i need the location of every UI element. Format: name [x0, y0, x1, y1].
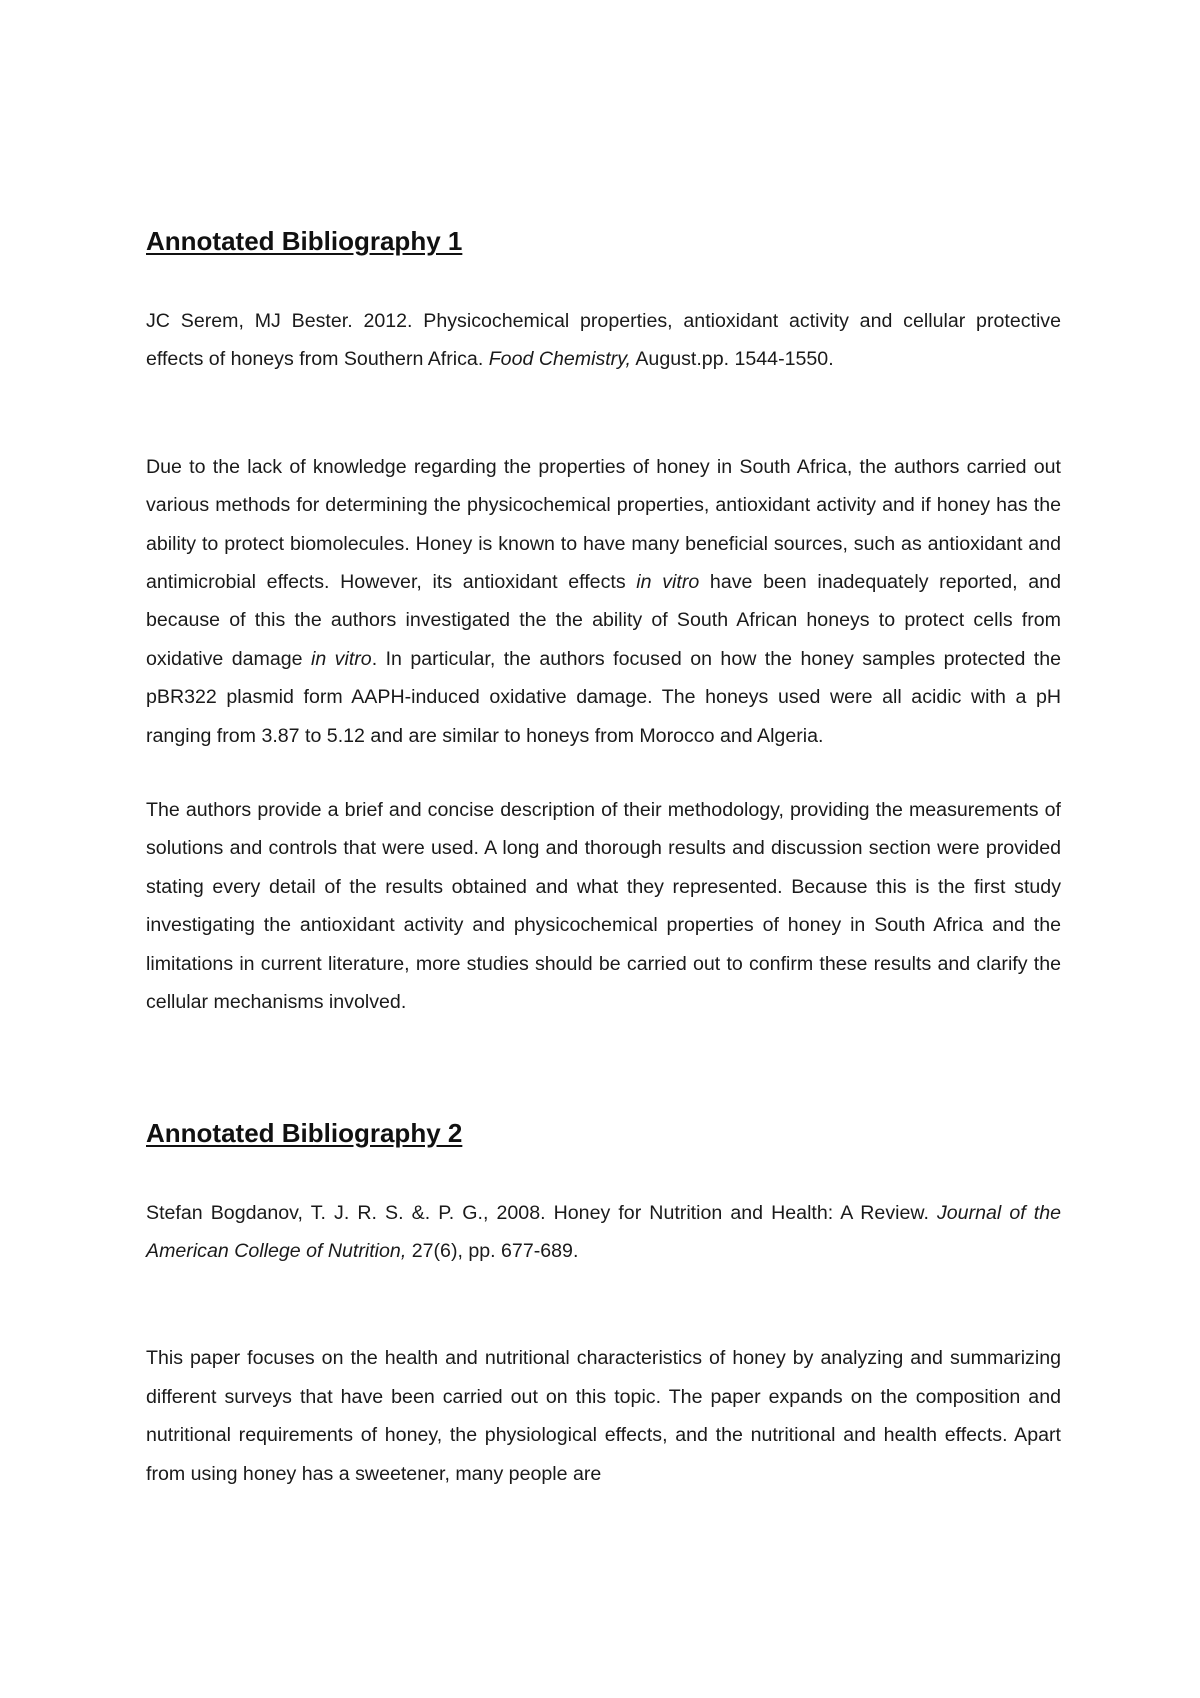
citation-1 — [146, 302, 1061, 379]
annotation-2-paragraph-1: This paper focuses on the health and nutritional characteristics of honey by analyzing and summarizing different surveys that have been carried out on this topic. The paper expands on the composition and nutritional requirements of honey, the physiological effects, and the nutritional and health effects. Apart from using honey has a sweetener, many people are — [146, 1347, 1061, 1485]
citation-2-journal: Journal of the American College of Nutrition, — [146, 1201, 1061, 1262]
paragraph-text: have been inadequately reported, and because of this the authors investigated the the ability of South African honeys to protect cells from oxidative damage — [146, 571, 1061, 670]
paragraph-italic: in vitro — [636, 571, 700, 594]
paragraph-text: Due to the lack of knowledge regarding the properties of honey in South Africa, the authors carried out various methods for determining the physicochemical properties, antioxidant activity and if honey has the ability to protect biomolecules. Honey is known to have many beneficial sources, such as antioxidant and antimicrobial effects. However, its antioxidant effects — [146, 455, 1061, 594]
citation-1-details: August.pp. 1544-1550. — [631, 348, 834, 371]
citation-2-authors-title: Stefan Bogdanov, T. J. R. S. &. P. G., 2008. Honey for Nutrition and Health: A Review. — [146, 1201, 937, 1224]
citation-1-journal: Food Chemistry, — [488, 348, 631, 371]
citation-2-details: 27(6), pp. 677-689. — [406, 1239, 579, 1262]
paragraph-text: . In particular, the authors focused on how the honey samples protected the pBR322 plasmid form AAPH-induced oxidative damage. The honeys used were all acidic with a pH ranging from 3.87 to 5.12 and are similar to honeys from Morocco and Algeria. — [146, 647, 1062, 747]
heading-bibliography-2: Annotated Bibliography 2 — [146, 1117, 463, 1148]
document-page — [146, 226, 1061, 1493]
paragraph-italic: in vitro — [311, 647, 372, 670]
annotation-1-paragraph-2: The authors provide a brief and concise description of their methodology, providing the measurements of solutions and controls that were used. A long and thorough results and discussion section were provided stating every detail of the results obtained and what they represented. Because this is the first study investigating the antioxidant activity and physicochemical properties of honey in South Africa and the limitations in current literature, more studies should be carried out to confirm these results and clarify the cellular mechanisms involved. — [146, 799, 1061, 1014]
annotation-1-paragraph-1 — [146, 448, 1061, 755]
citation-2 — [146, 1194, 1061, 1271]
citation-1-authors-title: JC Serem, MJ Bester. 2012. Physicochemical properties, antioxidant activity and cellular protective effects of honeys from Southern Africa. — [146, 310, 1061, 371]
heading-bibliography-1: Annotated Bibliography 1 — [146, 226, 463, 256]
